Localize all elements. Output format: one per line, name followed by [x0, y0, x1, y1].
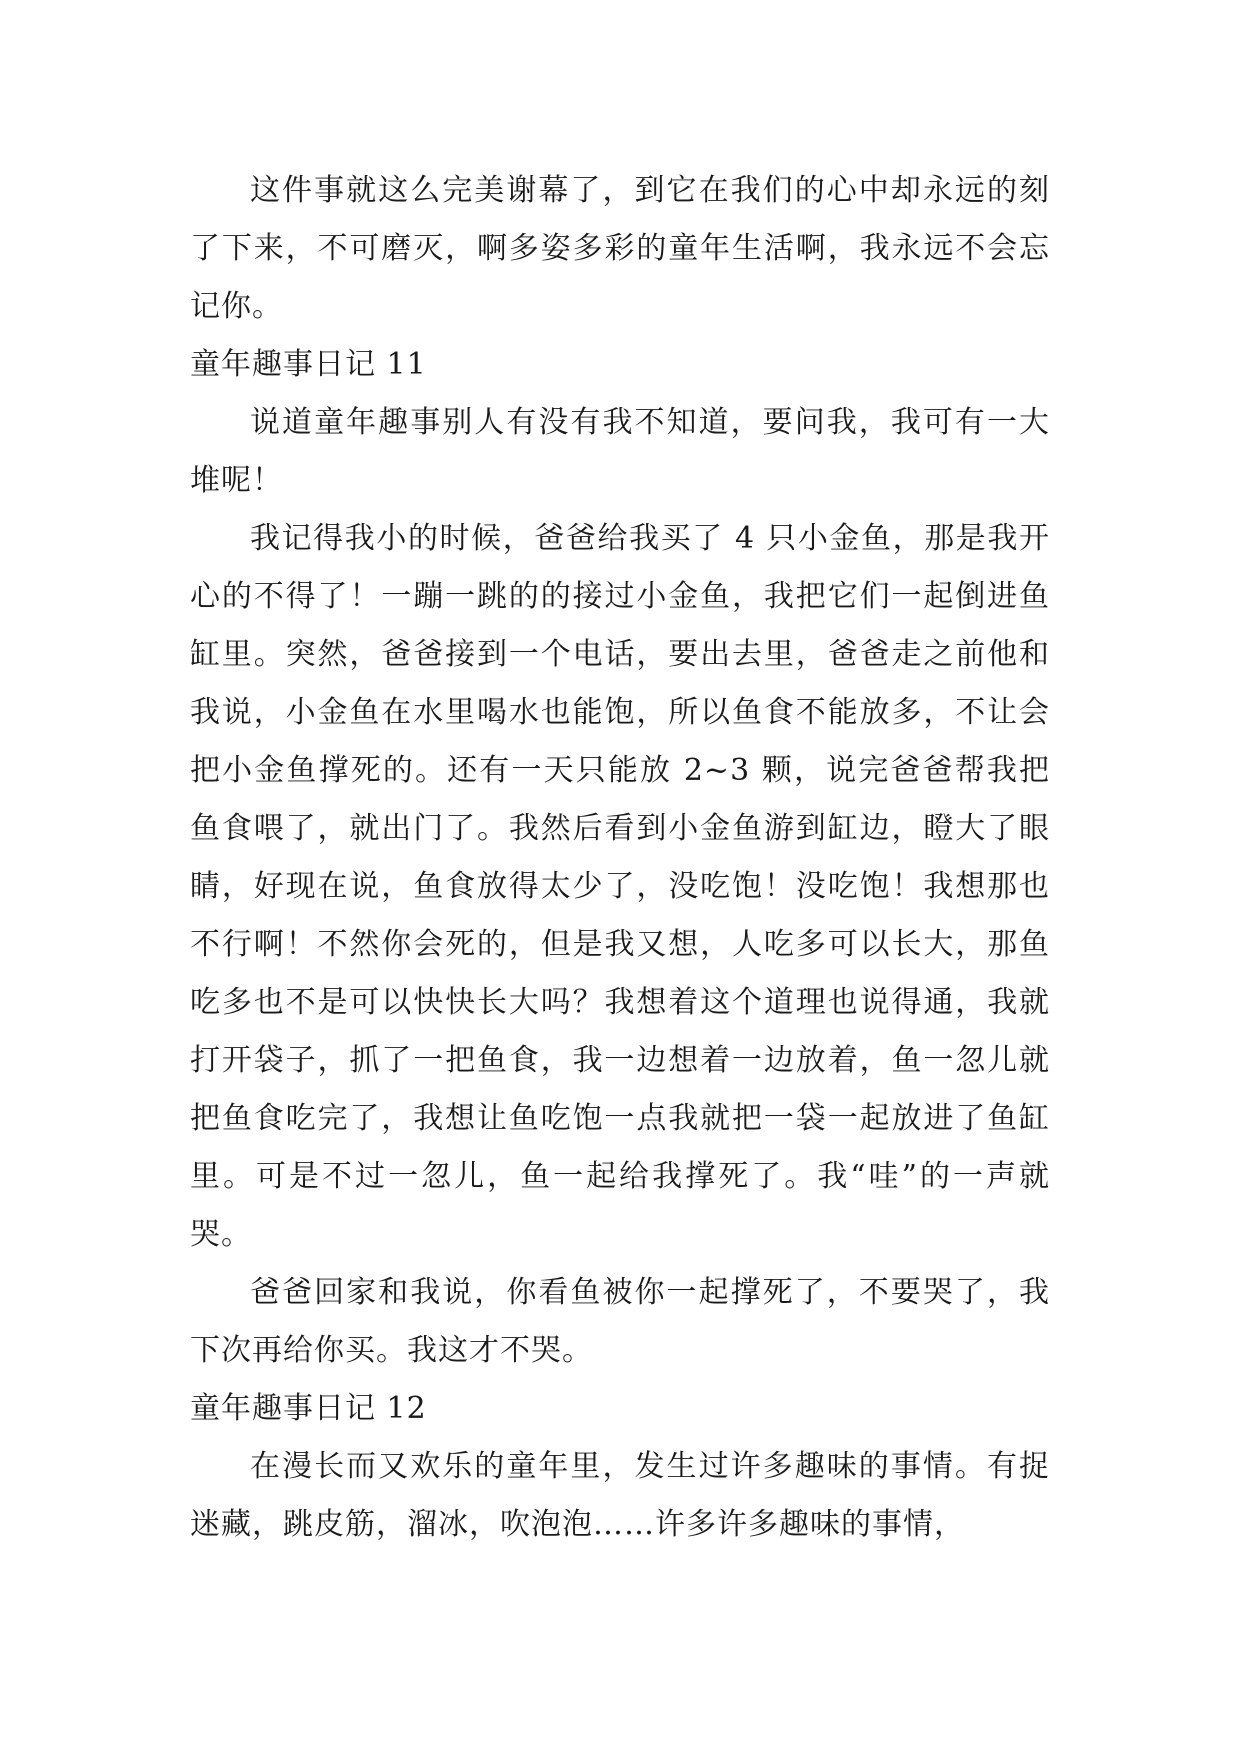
diary-heading-12: 童年趣事日记 12 [190, 1391, 427, 1426]
paragraph-intro: 说道童年趣事别人有没有我不知道，要问我，我可有一大堆呢！ [190, 405, 1050, 498]
paragraph-father-returns: 爸爸回家和我说，你看鱼被你一起撑死了，不要哭了，我下次再给你买。我这才不哭。 [190, 1275, 1050, 1368]
paragraph-childhood-fun: 在漫长而又欢乐的童年里，发生过许多趣味的事情。有捉迷藏，跳皮筋，溜冰，吹泡泡……许多许多趣味的事情， [190, 1449, 1050, 1542]
diary-heading-11: 童年趣事日记 11 [190, 347, 427, 382]
paragraph-goldfish-story: 我记得我小的时候，爸爸给我买了 4 只小金鱼，那是我开心的不得了！一蹦一跳的的接过小金鱼，我把它们一起倒进鱼缸里。突然，爸爸接到一个电话，要出去里，爸爸走之前他和我说，小金鱼在水里喝水也能饱，所以鱼食不能放多，不让会把小金鱼撑死的。还有一天只能放 2~3 颗，说完爸爸帮我把鱼食喂了，就出门了。我然后看到小金鱼游到缸边，瞪大了眼睛，好现在说，鱼食放得太少了，没吃饱！没吃饱！我想那也不行啊！不然你会死的，但是我又想，人吃多可以长大，那鱼吃多也不是可以快快长大吗？我想着这个道理也说得通，我就打开袋子，抓了一把鱼食，我一边想着一边放着，鱼一忽儿就把鱼食吃完了，我想让鱼吃饱一点我就把一袋一起放进了鱼缸里。可是不过一忽儿，鱼一起给我撑死了。我“哇”的一声就哭。 [190, 521, 1050, 1252]
paragraph-ending: 这件事就这么完美谢幕了，到它在我们的心中却永远的刻了下来，不可磨灭，啊多姿多彩的童年生活啊，我永远不会忘记你。 [190, 173, 1050, 324]
document-body [190, 162, 1050, 1554]
